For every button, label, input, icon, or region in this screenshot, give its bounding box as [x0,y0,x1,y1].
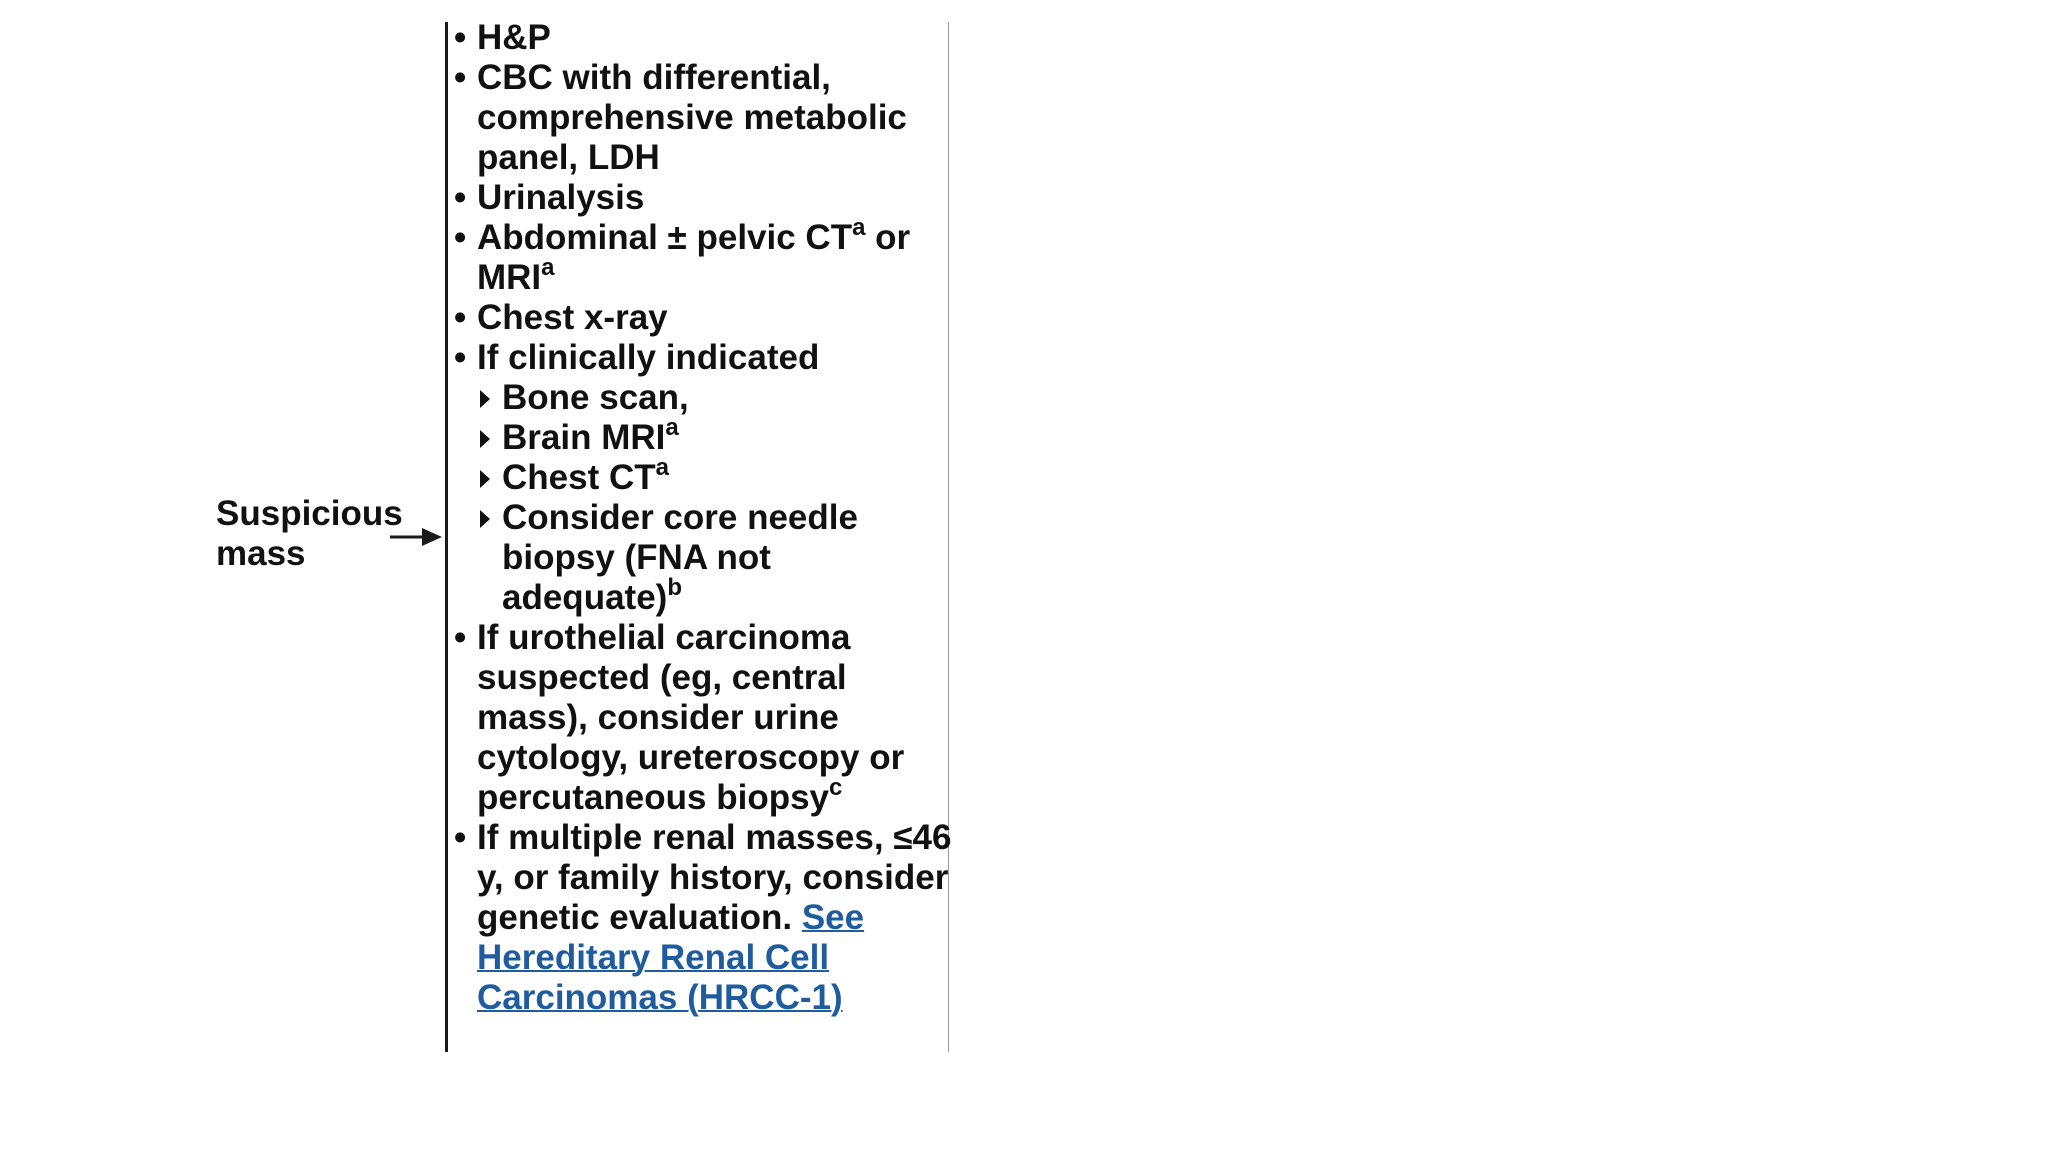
list-item-genetic [452,818,952,1018]
sub-item-text: Consider core needle [502,498,858,537]
list-item-if-indicated [452,338,952,378]
bullet-icon: • [454,218,467,257]
hrcc-link[interactable]: See Hereditary Renal Cell Carcinomas (HRCC-1) [477,898,865,1017]
sub-item-text: biopsy (FNA not [502,538,771,577]
bullet-icon: • [454,818,467,857]
footnote-ref: a [655,454,669,481]
list-item-text: Chest x-ray [477,298,668,337]
list-item-text: If urothelial carcinoma suspected (eg, central mass), consider urine cytology, ureteroscopy or percutaneous biopsy [477,618,905,817]
footnote-ref: c [829,774,843,801]
footnote-ref: b [667,574,682,601]
list-item-text: Abdominal ± pelvic CT [477,218,853,257]
sub-item-bone-scan [452,378,952,418]
suspicious-label-line2: mass [216,534,306,573]
sub-item-core-biopsy [452,498,952,618]
list-item-urothelial [452,618,952,818]
workup-left-bracket [445,22,448,1052]
triangle-bullet-icon [480,510,490,528]
sub-item-text: adequate) [502,578,668,617]
list-item-text: MRI [477,258,542,297]
list-item-text: H&P [477,18,551,57]
list-item-chest-xray [452,298,952,338]
workup-list [452,18,952,1018]
sub-item-chest-ct [452,454,952,498]
list-item-text: Urinalysis [477,178,645,217]
sub-item-text: Brain MRI [502,418,666,457]
bullet-icon: • [454,298,467,337]
bullet-icon: • [454,618,467,657]
footnote-ref: a [665,414,679,441]
triangle-bullet-icon [480,390,490,408]
triangle-bullet-icon [480,430,490,448]
suspicious-mass-label [216,494,403,574]
right-arrow-icon [390,518,450,548]
list-item-imaging [452,214,952,298]
sub-item-text: Bone scan, [502,378,689,417]
footnote-ref: a [852,214,866,241]
list-item-urinalysis [452,178,952,218]
bullet-icon: • [454,178,467,217]
list-item-cbc [452,58,952,178]
list-item-text: If clinically indicated [477,338,820,377]
suspicious-label-line1: Suspicious [216,494,403,533]
sub-item-brain-mri [452,414,952,458]
list-item-text: If multiple renal masses, ≤46 y, or family history, consider genetic evaluation. [477,818,952,937]
list-item-text: or [865,218,911,257]
bullet-icon: • [454,18,467,57]
list-item-text: CBC with differential, comprehensive metabolic panel, LDH [477,58,907,177]
footnote-ref: a [541,254,555,281]
sub-item-text: Chest CT [502,458,656,497]
triangle-bullet-icon [480,470,490,488]
bullet-icon: • [454,338,467,377]
list-item-hp [452,18,952,58]
bullet-icon: • [454,58,467,97]
